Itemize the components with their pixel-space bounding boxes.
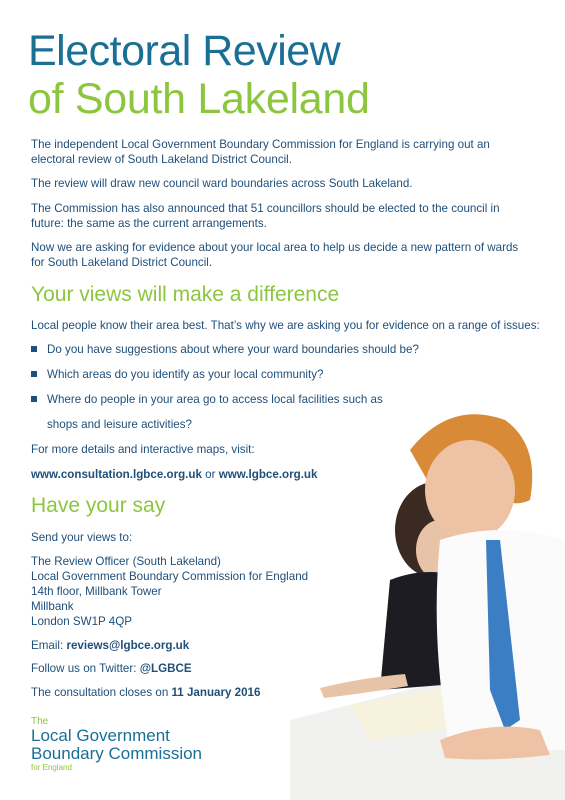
- intro-paragraph-2: The review will draw new council ward boundaries across South Lakeland.: [31, 177, 413, 190]
- lgbce-link[interactable]: www.lgbce.org.uk: [218, 468, 318, 481]
- address-line: Millbank: [31, 600, 74, 613]
- page-title-line1: Electoral Review: [28, 27, 341, 75]
- bullet-icon: [31, 396, 37, 402]
- bullet-text: Where do people in your area go to access local facilities such as: [47, 393, 383, 406]
- views-heading: Your views will make a difference: [31, 283, 340, 306]
- closing-date: 11 January 2016: [171, 686, 261, 699]
- closing-label: The consultation closes on: [31, 686, 172, 699]
- views-lead: Local people know their area best. That’s why we are asking you for evidence on a range of issues:: [31, 319, 540, 332]
- bullet-text: Which areas do you identify as your local community?: [47, 368, 324, 381]
- more-details-text: For more details and interactive maps, visit:: [31, 443, 255, 456]
- address-line: Local Government Boundary Commission for England: [31, 570, 309, 583]
- send-views-text: Send your views to:: [31, 531, 133, 544]
- intro-paragraph-3: The Commission has also announced that 51 councillors should be elected to the council in future: the same as the current arrangements.: [31, 202, 500, 230]
- email-label: Email:: [31, 639, 67, 652]
- logo-line2: Boundary Commission: [31, 744, 203, 763]
- bullet-item: [31, 367, 323, 382]
- bullet-text: Do you have suggestions about where your ward boundaries should be?: [47, 343, 419, 356]
- have-your-say-heading: Have your say: [31, 494, 166, 517]
- or-text: or: [201, 468, 219, 481]
- email-line: [31, 638, 189, 653]
- bullet-icon: [31, 371, 37, 377]
- website-links: [31, 467, 317, 482]
- intro-paragraph-4: Now we are asking for evidence about your local area to help us decide a new pattern of wards for South Lakeland District Council.: [31, 241, 519, 269]
- twitter-label: Follow us on Twitter:: [31, 662, 140, 675]
- logo-line1: Local Government: [31, 726, 170, 745]
- page-title-line2: of South Lakeland: [28, 75, 370, 123]
- closing-date-line: [31, 685, 260, 700]
- logo-the: The: [31, 716, 49, 727]
- bullet-continuation: shops and leisure activities?: [47, 418, 193, 431]
- address-line: 14th floor, Millbank Tower: [31, 585, 162, 598]
- logo-for-england: for England: [31, 763, 72, 772]
- address-line: London SW1P 4QP: [31, 615, 132, 628]
- bullet-icon: [31, 346, 37, 352]
- email-link[interactable]: reviews@lgbce.org.uk: [66, 639, 190, 652]
- lgbce-logo: [31, 716, 202, 773]
- address-line: The Review Officer (South Lakeland): [31, 555, 221, 568]
- twitter-line: [31, 661, 192, 676]
- twitter-handle[interactable]: @LGBCE: [139, 662, 192, 675]
- bullet-item: [31, 342, 419, 357]
- people-studying-map-photo: [290, 390, 565, 800]
- consultation-link[interactable]: www.consultation.lgbce.org.uk: [31, 468, 202, 481]
- intro-paragraph-1: The independent Local Government Boundary Commission for England is carrying out an electoral review of South Lakeland District Council.: [31, 138, 490, 166]
